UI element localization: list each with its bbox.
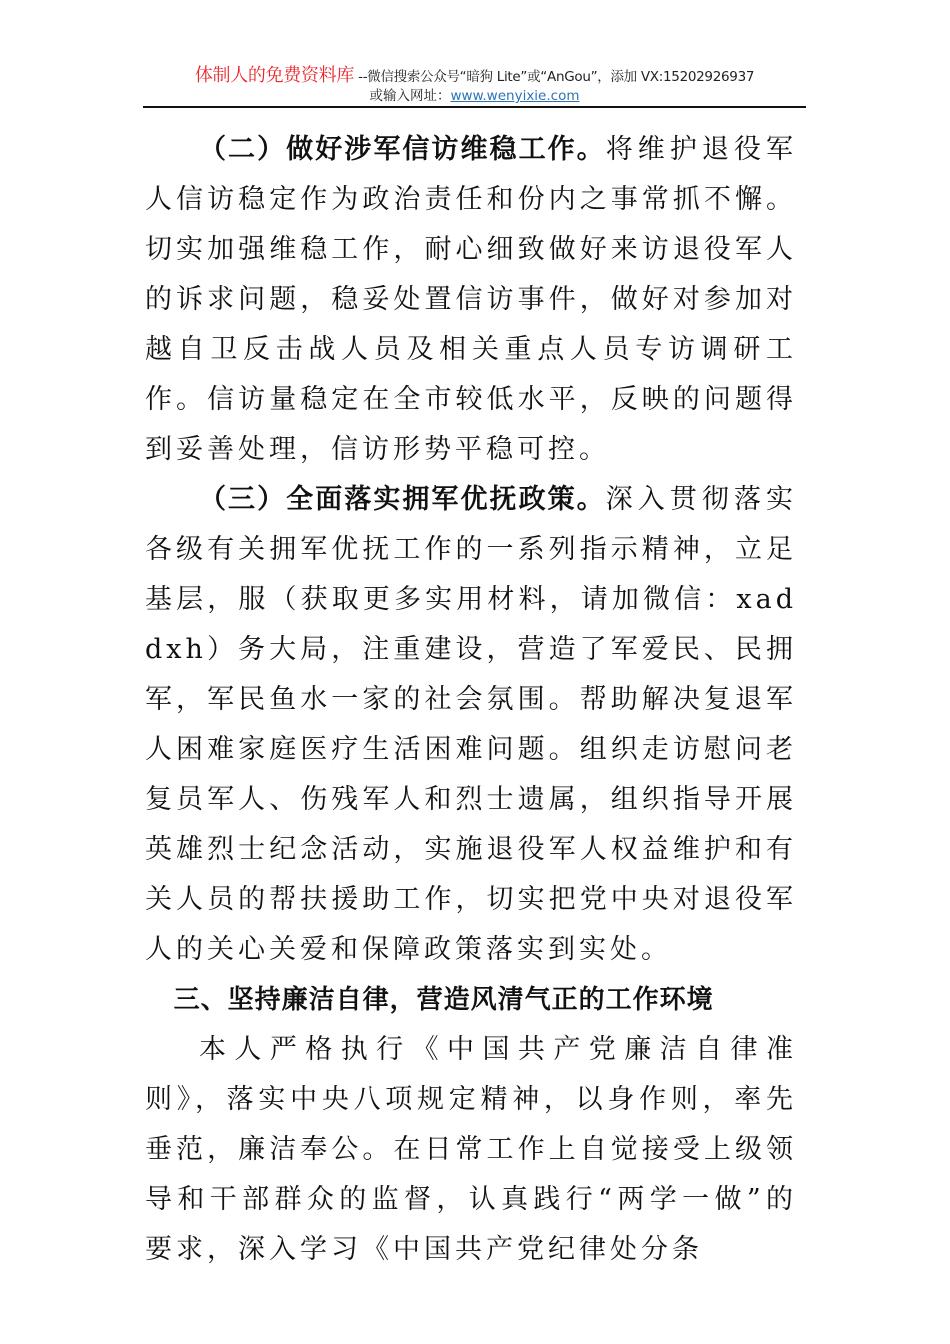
section-heading-integrity: 三、坚持廉洁自律，营造风清气正的工作环境 <box>173 985 714 1015</box>
paragraph-lead-heading: （三）全面落实拥军优抚政策。 <box>199 484 606 515</box>
paragraph-military-support-policy <box>145 475 797 975</box>
paragraph-veteran-petitions <box>145 125 797 475</box>
header-brand: 体制人的免费资料库 <box>194 65 355 86</box>
header-url-prefix: 或输入网址： <box>369 88 451 104</box>
header-line-2 <box>143 87 806 105</box>
header-website-link[interactable]: www.wenyixie.com <box>450 88 580 104</box>
header-line-1 <box>143 66 806 87</box>
paragraph-integrity-discipline: 本人严格执行《中国共产党廉洁自律准则》，落实中央八项规定精神，以身作则，率先垂范，廉洁奉公。在日常工作上自觉接受上级领导和干部群众的监督，认真践行“两学一做”的要求，深入学习《中国共产党纪律处分条 <box>145 1034 797 1265</box>
header-divider <box>143 106 806 108</box>
header-contact-note: --微信搜索公众号“暗狗 Lite”或“AnGou”，添加 VX:15202926937 <box>354 69 755 85</box>
paragraph-text: 深入贯彻落实各级有关拥军优抚工作的一系列指示精神，立足基层，服（获取更多实用材料，请加微信：xaddxh）务大局，注重建设，营造了军爱民、民拥军，军民鱼水一家的社会氛围。帮助解决复退军人困难家庭医疗生活困难问题。组织走访慰问老复员军人、伤残军人和烈士遗属，组织指导开展英雄烈士纪念活动，实施退役军人权益维护和有关人员的帮扶援助工作，切实把党中央对退役军人的关心关爱和保障政策落实到实处。 <box>145 484 798 965</box>
paragraph-lead-heading: （二）做好涉军信访维稳工作。 <box>199 134 606 165</box>
page-header <box>143 66 806 105</box>
document-body <box>145 125 797 1275</box>
paragraph-text: 将维护退役军人信访稳定作为政治责任和份内之事常抓不懈。切实加强维稳工作，耐心细致做好来访退役军人的诉求问题，稳妥处置信访事件，做好对参加对越自卫反击战人员及相关重点人员专访调研工作。信访量稳定在全市较低水平，反映的问题得到妥善处理，信访形势平稳可控。 <box>145 134 798 465</box>
